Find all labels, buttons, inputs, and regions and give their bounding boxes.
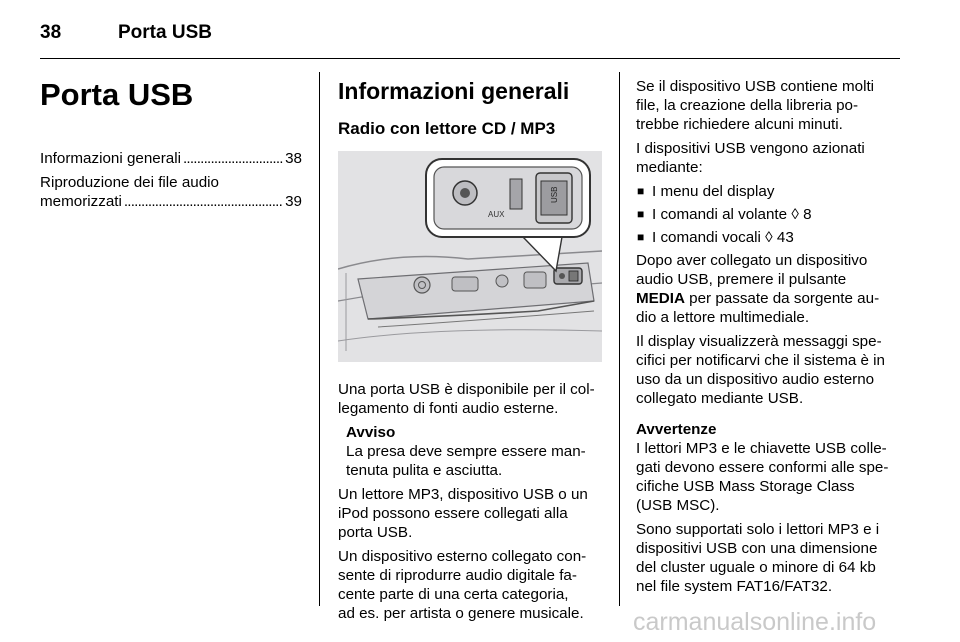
- page-number: 38: [40, 22, 62, 43]
- toc-item[interactable]: [40, 149, 302, 168]
- subsection-title: Radio con lettore CD / MP3: [338, 119, 556, 138]
- toc-leader: [183, 149, 283, 168]
- header-rule: [40, 58, 900, 59]
- general-info-column: [338, 77, 604, 628]
- supported-devices-paragraph: Sono supportati solo i lettori MP3 e i dispositivi USB con una dimensione del cluster uguale o minore di 64 kb nel file system FAT16/FAT32.: [636, 521, 880, 595]
- page-reference[interactable]: ◊ 8: [791, 206, 812, 223]
- display-paragraph: Il display visualizzerà messaggi spe- cifici per notificarvi che il sistema è in uso da un dispositivo audio esterno collegato mediante USB.: [636, 333, 885, 407]
- running-title: Porta USB: [118, 22, 212, 43]
- toc-item-label: memorizzati: [40, 193, 122, 210]
- note-box: Avviso La presa deve sempre essere man- tenuta pulita e asciutta.: [338, 423, 604, 480]
- devices-paragraph: Un lettore MP3, dispositivo USB o un iPod possono essere collegati alla porta USB.: [338, 486, 588, 541]
- aux-port-label: AUX: [488, 210, 505, 219]
- list-item: ■ I comandi al volante ◊ 8: [636, 205, 902, 224]
- watermark: carmanualsonline.info: [633, 608, 877, 636]
- intro-paragraph: Una porta USB è disponibile per il col- legamento di fonti audio esterne.: [338, 381, 595, 417]
- toc-item-page: 39: [285, 193, 302, 210]
- column-divider-2: [619, 72, 620, 606]
- toc-leader: [124, 192, 283, 211]
- operation-paragraph: I dispositivi USB vengono azionati mediante:: [636, 140, 865, 176]
- toc-item-label: Informazioni generali: [40, 150, 181, 167]
- usb-port-drawing: [338, 151, 602, 362]
- operation-column: [636, 77, 902, 601]
- usb-port-illustration: [338, 151, 602, 362]
- media-button-label: MEDIA: [636, 290, 685, 307]
- media-paragraph: Dopo aver collegato un dispositivo audio USB, premere il pulsante MEDIA per passate da sorgente au- dio a lettore multimediale.: [636, 252, 880, 326]
- note-title: Avviso: [346, 424, 396, 441]
- reference-arrow-icon: ◊: [765, 229, 773, 246]
- column-divider-1: [319, 72, 320, 606]
- toc-item-label: Riproduzione dei file audio: [40, 174, 219, 191]
- usb-port-label: USB: [550, 186, 559, 203]
- reference-arrow-icon: ◊: [791, 206, 799, 223]
- playback-paragraph: Un dispositivo esterno collegato con- sente di riprodurre audio digitale fa- cente parte di una certa categoria, ad es. per artista o genere musicale.: [338, 548, 587, 622]
- table-of-contents: [40, 149, 302, 211]
- page-header: [40, 22, 900, 52]
- list-item: ■ I comandi vocali ◊ 43: [636, 228, 902, 247]
- list-item: ■ I menu del display: [636, 182, 902, 201]
- chapter-title: Porta USB: [40, 77, 194, 112]
- toc-item[interactable]: [40, 173, 302, 211]
- toc-item-page: 38: [285, 150, 302, 167]
- section-title: Informazioni generali: [338, 78, 570, 104]
- warning-paragraph: I lettori MP3 e le chiavette USB colle- gati devono essere conformi alle spe- cifiche USB Mass Storage Class (USB MSC).: [636, 440, 889, 514]
- library-paragraph: Se il dispositivo USB contiene molti file, la creazione della libreria po- trebbe richiedere alcuni minuti.: [636, 78, 875, 133]
- warning-title: Avvertenze: [636, 421, 717, 438]
- operation-list: [636, 182, 902, 247]
- chapter-column: [40, 77, 302, 216]
- page-reference[interactable]: ◊ 43: [765, 229, 794, 246]
